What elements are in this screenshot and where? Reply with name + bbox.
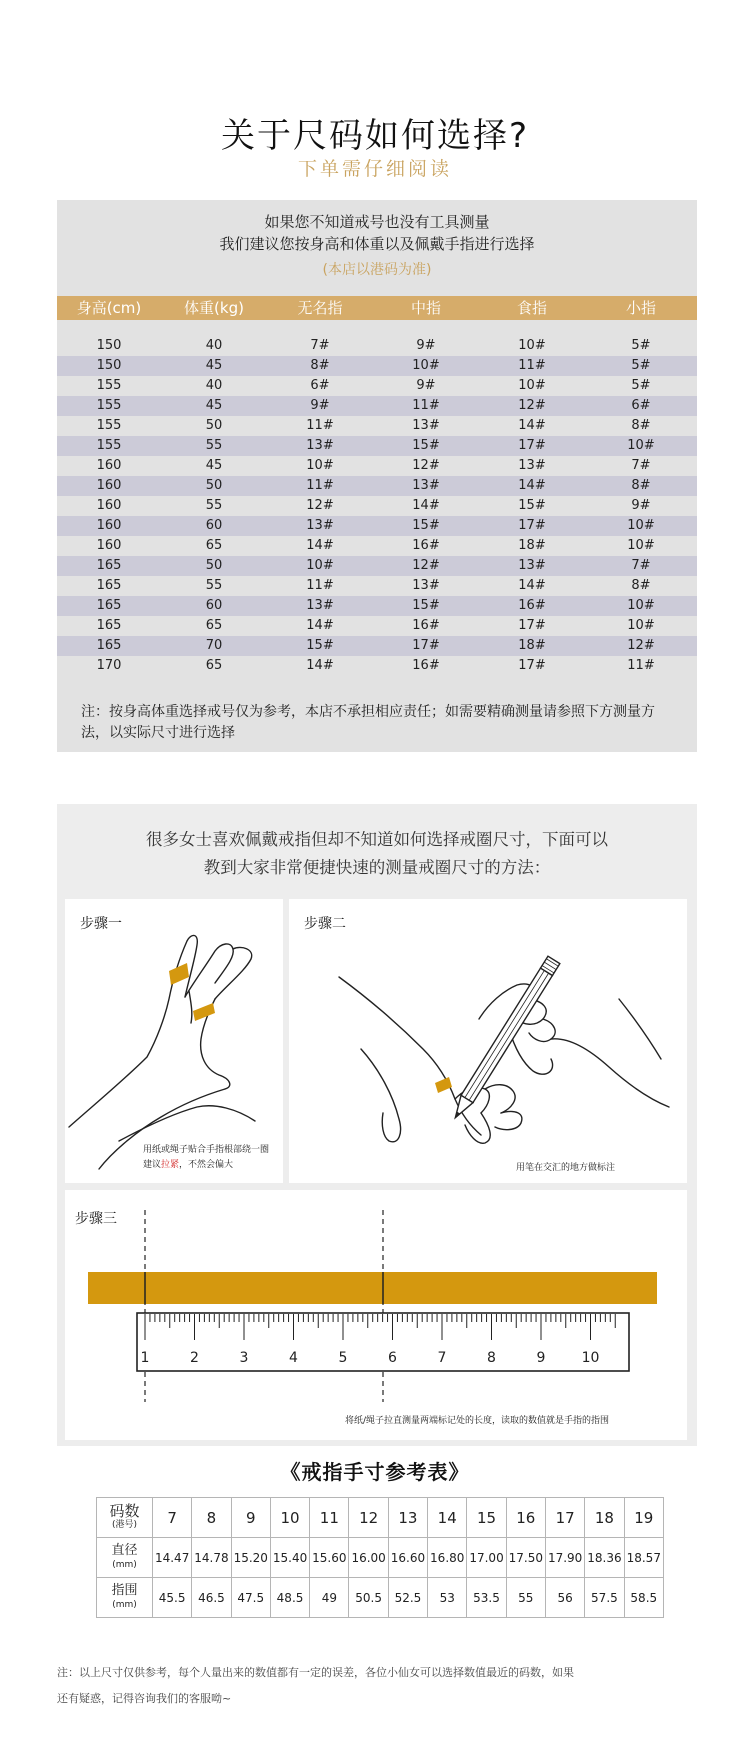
ruler-illustration bbox=[65, 1190, 687, 1440]
table-cell: 55 bbox=[205, 438, 223, 453]
size-chart-intro-line1: 如果您不知道戒号也没有工具测量 bbox=[264, 213, 490, 231]
table-cell: 15# bbox=[306, 638, 334, 653]
step2-label: 步骤二 bbox=[304, 916, 346, 932]
reference-cell: 13 bbox=[388, 1498, 427, 1538]
table-cell: 14# bbox=[306, 658, 334, 673]
table-cell: 13# bbox=[412, 418, 440, 433]
table-cell: 11# bbox=[306, 578, 334, 593]
table-cell: 155 bbox=[96, 398, 122, 413]
reference-cell: 45.5 bbox=[153, 1578, 192, 1618]
table-cell: 13# bbox=[412, 478, 440, 493]
size-chart-panel bbox=[57, 200, 697, 752]
table-cell: 70 bbox=[205, 638, 223, 653]
reference-cell: 18.57 bbox=[624, 1538, 663, 1578]
size-chart-rows bbox=[57, 336, 697, 676]
ruler-number: 1 bbox=[140, 1350, 150, 1366]
table-cell: 13# bbox=[306, 598, 334, 613]
reference-cell: 7 bbox=[153, 1498, 192, 1538]
table-cell: 14# bbox=[518, 578, 546, 593]
table-cell: 11# bbox=[627, 658, 655, 673]
circumference-row-header bbox=[97, 1578, 153, 1618]
step3-card bbox=[65, 1190, 687, 1440]
step1-caption-line2 bbox=[143, 1158, 233, 1173]
table-cell: 17# bbox=[518, 658, 546, 673]
table-cell: 13# bbox=[306, 438, 334, 453]
step1-label: 步骤一 bbox=[80, 916, 122, 932]
table-row bbox=[57, 576, 697, 596]
table-row bbox=[57, 336, 697, 356]
table-row bbox=[57, 656, 697, 676]
table-cell: 15# bbox=[412, 598, 440, 613]
table-row bbox=[57, 356, 697, 376]
table-cell: 13# bbox=[518, 458, 546, 473]
table-cell: 13# bbox=[518, 558, 546, 573]
table-cell: 65 bbox=[205, 618, 223, 633]
table-cell: 10# bbox=[627, 538, 655, 553]
page-subtitle: 下单需仔细阅读 bbox=[297, 158, 452, 180]
size-row bbox=[97, 1498, 664, 1538]
table-cell: 150 bbox=[96, 358, 122, 373]
table-cell: 165 bbox=[96, 618, 122, 633]
reference-cell: 15.40 bbox=[270, 1538, 309, 1578]
footer-note-line1: 注：以上尺寸仅供参考，每个人量出来的数值都有一定的误差，各位小仙女可以选择数值最近的码数，如果 bbox=[57, 1666, 574, 1679]
reference-cell: 14.78 bbox=[192, 1538, 231, 1578]
hand-pencil-illustration bbox=[289, 899, 687, 1183]
reference-cell: 14.47 bbox=[153, 1538, 192, 1578]
table-cell: 45 bbox=[205, 458, 223, 473]
table-cell: 5# bbox=[631, 358, 651, 373]
table-cell: 10# bbox=[306, 458, 334, 473]
table-cell: 60 bbox=[205, 598, 223, 613]
diameter-head-sub: (mm) bbox=[112, 1559, 137, 1570]
column-header: 无名指 bbox=[297, 299, 343, 317]
table-cell: 16# bbox=[412, 538, 440, 553]
column-header: 体重(kg) bbox=[184, 299, 244, 317]
reference-cell: 12 bbox=[349, 1498, 388, 1538]
table-cell: 10# bbox=[627, 618, 655, 633]
ruler-number: 10 bbox=[581, 1350, 600, 1366]
table-cell: 17# bbox=[518, 618, 546, 633]
table-cell: 12# bbox=[518, 398, 546, 413]
table-cell: 155 bbox=[96, 378, 122, 393]
reference-cell: 16.80 bbox=[428, 1538, 467, 1578]
table-cell: 55 bbox=[205, 578, 223, 593]
reference-cell: 47.5 bbox=[231, 1578, 270, 1618]
table-cell: 6# bbox=[310, 378, 330, 393]
reference-cell: 48.5 bbox=[270, 1578, 309, 1618]
step3-caption: 将纸/绳子拉直测量两端标记处的长度，读取的数值就是手指的指围 bbox=[345, 1416, 610, 1426]
table-cell: 11# bbox=[518, 358, 546, 373]
size-chart-header bbox=[57, 296, 697, 320]
table-cell: 170 bbox=[96, 658, 122, 673]
ruler-number: 2 bbox=[190, 1350, 199, 1366]
reference-cell: 55 bbox=[506, 1578, 545, 1618]
step1-caption-prefix: 建议 bbox=[143, 1160, 162, 1170]
measure-intro-line2: 教到大家非常便捷快速的测量戒圈尺寸的方法： bbox=[203, 858, 551, 877]
table-cell: 7# bbox=[631, 558, 651, 573]
table-cell: 17# bbox=[518, 518, 546, 533]
table-cell: 10# bbox=[627, 518, 655, 533]
table-cell: 165 bbox=[96, 598, 122, 613]
table-cell: 155 bbox=[96, 438, 122, 453]
size-head-label: 码数 bbox=[109, 1501, 140, 1520]
footer-note-line2: 还有疑惑，记得咨询我们的客服呦~ bbox=[57, 1692, 232, 1705]
table-cell: 14# bbox=[412, 498, 440, 513]
reference-cell: 57.5 bbox=[585, 1578, 624, 1618]
reference-cell: 19 bbox=[624, 1498, 663, 1538]
table-cell: 16# bbox=[518, 598, 546, 613]
table-cell: 5# bbox=[631, 338, 651, 353]
table-row bbox=[57, 376, 697, 396]
table-cell: 45 bbox=[205, 358, 223, 373]
circumference-row bbox=[97, 1578, 664, 1618]
table-cell: 12# bbox=[627, 638, 655, 653]
table-cell: 40 bbox=[205, 338, 223, 353]
table-cell: 14# bbox=[518, 478, 546, 493]
step1-card bbox=[65, 899, 283, 1183]
step1-caption-line1: 用纸或绳子贴合手指根部绕一圈 bbox=[143, 1145, 270, 1155]
table-cell: 15# bbox=[518, 498, 546, 513]
column-header: 食指 bbox=[516, 299, 547, 317]
step2-caption: 用笔在交汇的地方做标注 bbox=[516, 1163, 616, 1173]
table-row bbox=[57, 496, 697, 516]
table-cell: 9# bbox=[631, 498, 651, 513]
reference-cell: 58.5 bbox=[624, 1578, 663, 1618]
step3-label: 步骤三 bbox=[75, 1211, 117, 1227]
table-cell: 17# bbox=[412, 638, 440, 653]
reference-cell: 46.5 bbox=[192, 1578, 231, 1618]
reference-cell: 9 bbox=[231, 1498, 270, 1538]
reference-cell: 17.90 bbox=[545, 1538, 584, 1578]
ruler-number: 4 bbox=[289, 1350, 298, 1366]
table-cell: 60 bbox=[205, 518, 223, 533]
ruler-number: 6 bbox=[388, 1350, 397, 1366]
table-cell: 160 bbox=[96, 458, 122, 473]
reference-cell: 18.36 bbox=[585, 1538, 624, 1578]
table-cell: 160 bbox=[96, 538, 122, 553]
table-cell: 55 bbox=[205, 498, 223, 513]
step1-caption-emphasis: 拉紧 bbox=[161, 1160, 180, 1170]
reference-cell: 17.00 bbox=[467, 1538, 506, 1578]
reference-cell: 15 bbox=[467, 1498, 506, 1538]
hand-ring-illustration bbox=[65, 899, 283, 1183]
reference-cell: 15.60 bbox=[310, 1538, 349, 1578]
size-row-header bbox=[97, 1498, 153, 1538]
table-cell: 9# bbox=[416, 338, 436, 353]
table-cell: 155 bbox=[96, 418, 122, 433]
table-cell: 150 bbox=[96, 338, 122, 353]
table-cell: 10# bbox=[627, 438, 655, 453]
table-cell: 12# bbox=[306, 498, 334, 513]
reference-cell: 16.60 bbox=[388, 1538, 427, 1578]
table-cell: 10# bbox=[412, 358, 440, 373]
table-row bbox=[57, 536, 697, 556]
table-cell: 165 bbox=[96, 638, 122, 653]
table-cell: 165 bbox=[96, 578, 122, 593]
table-cell: 8# bbox=[631, 478, 651, 493]
circ-head-label: 指围 bbox=[111, 1582, 138, 1598]
table-cell: 14# bbox=[518, 418, 546, 433]
reference-cell: 18 bbox=[585, 1498, 624, 1538]
reference-cell: 15.20 bbox=[231, 1538, 270, 1578]
table-row bbox=[57, 476, 697, 496]
table-cell: 12# bbox=[412, 558, 440, 573]
step1-caption-suffix: ，不然会偏大 bbox=[179, 1160, 234, 1170]
reference-cell: 53.5 bbox=[467, 1578, 506, 1618]
diameter-head-label: 直径 bbox=[111, 1542, 138, 1558]
table-cell: 165 bbox=[96, 558, 122, 573]
table-cell: 50 bbox=[205, 558, 223, 573]
table-cell: 14# bbox=[306, 538, 334, 553]
table-cell: 18# bbox=[518, 538, 546, 553]
table-row bbox=[57, 616, 697, 636]
table-cell: 12# bbox=[412, 458, 440, 473]
table-cell: 6# bbox=[631, 398, 651, 413]
table-cell: 65 bbox=[205, 538, 223, 553]
column-header: 小指 bbox=[625, 299, 656, 317]
table-cell: 10# bbox=[627, 598, 655, 613]
table-cell: 65 bbox=[205, 658, 223, 673]
ruler-number: 5 bbox=[338, 1350, 348, 1366]
size-head-sub: (港号) bbox=[111, 1519, 138, 1530]
ruler-number: 9 bbox=[536, 1350, 546, 1366]
table-cell: 15# bbox=[412, 438, 440, 453]
measure-intro-line1: 很多女士喜欢佩戴戒指但却不知道如何选择戒圈尺寸，下面可以 bbox=[146, 830, 608, 849]
table-row bbox=[57, 556, 697, 576]
table-cell: 9# bbox=[416, 378, 436, 393]
table-cell: 8# bbox=[631, 418, 651, 433]
ruler-number: 8 bbox=[487, 1350, 496, 1366]
reference-cell: 17 bbox=[545, 1498, 584, 1538]
table-cell: 8# bbox=[310, 358, 330, 373]
table-cell: 11# bbox=[412, 398, 440, 413]
table-cell: 9# bbox=[310, 398, 330, 413]
table-cell: 15# bbox=[412, 518, 440, 533]
table-cell: 16# bbox=[412, 658, 440, 673]
table-cell: 8# bbox=[631, 578, 651, 593]
reference-cell: 52.5 bbox=[388, 1578, 427, 1618]
table-cell: 10# bbox=[518, 338, 546, 353]
ring-size-reference-table bbox=[96, 1497, 664, 1618]
measuring-strip bbox=[88, 1272, 657, 1304]
table-cell: 45 bbox=[205, 398, 223, 413]
table-row bbox=[57, 396, 697, 416]
table-cell: 13# bbox=[306, 518, 334, 533]
table-row bbox=[57, 436, 697, 456]
reference-cell: 16 bbox=[506, 1498, 545, 1538]
measure-panel bbox=[57, 804, 697, 1446]
table-cell: 16# bbox=[412, 618, 440, 633]
reference-cell: 53 bbox=[428, 1578, 467, 1618]
table-row bbox=[57, 636, 697, 656]
table-cell: 10# bbox=[306, 558, 334, 573]
table-cell: 7# bbox=[631, 458, 651, 473]
ruler-number: 7 bbox=[437, 1350, 447, 1366]
size-chart-intro-line3: (本店以港码为准) bbox=[322, 262, 432, 278]
reference-cell: 17.50 bbox=[506, 1538, 545, 1578]
size-chart-intro-line2: 我们建议您按身高和体重以及佩戴手指进行选择 bbox=[219, 235, 535, 253]
ruler-number: 3 bbox=[239, 1350, 249, 1366]
circ-head-sub: (mm) bbox=[112, 1599, 137, 1610]
reference-cell: 56 bbox=[545, 1578, 584, 1618]
table-cell: 13# bbox=[412, 578, 440, 593]
table-row bbox=[57, 516, 697, 536]
step2-card bbox=[289, 899, 687, 1183]
table-cell: 10# bbox=[518, 378, 546, 393]
table-row bbox=[57, 596, 697, 616]
reference-cell: 16.00 bbox=[349, 1538, 388, 1578]
diameter-row bbox=[97, 1538, 664, 1578]
table-cell: 18# bbox=[518, 638, 546, 653]
table-cell: 14# bbox=[306, 618, 334, 633]
reference-cell: 49 bbox=[310, 1578, 349, 1618]
reference-cell: 11 bbox=[310, 1498, 349, 1538]
table-cell: 160 bbox=[96, 498, 122, 513]
reference-cell: 8 bbox=[192, 1498, 231, 1538]
column-header: 中指 bbox=[410, 299, 441, 317]
table-cell: 160 bbox=[96, 478, 122, 493]
table-cell: 160 bbox=[96, 518, 122, 533]
table-cell: 17# bbox=[518, 438, 546, 453]
column-header: 身高(cm) bbox=[76, 299, 142, 317]
table-cell: 7# bbox=[310, 338, 330, 353]
table-row bbox=[57, 416, 697, 436]
table-cell: 50 bbox=[205, 418, 223, 433]
footer-note bbox=[57, 1660, 657, 1712]
table-cell: 5# bbox=[631, 378, 651, 393]
reference-cell: 50.5 bbox=[349, 1578, 388, 1618]
table-row bbox=[57, 456, 697, 476]
table-cell: 50 bbox=[205, 478, 223, 493]
table-cell: 11# bbox=[306, 478, 334, 493]
page-title: 关于尺码如何选择? bbox=[220, 116, 530, 156]
reference-cell: 14 bbox=[428, 1498, 467, 1538]
table-cell: 11# bbox=[306, 418, 334, 433]
size-chart-note: 注：按身高体重选择戒号仅为参考，本店不承担相应责任；如需要精确测量请参照下方测量方法，以实际尺寸进行选择 bbox=[81, 704, 655, 741]
reference-cell: 10 bbox=[270, 1498, 309, 1538]
table-cell: 40 bbox=[205, 378, 223, 393]
reference-title: 《戒指手寸参考表》 bbox=[280, 1460, 470, 1484]
diameter-row-header bbox=[97, 1538, 153, 1578]
